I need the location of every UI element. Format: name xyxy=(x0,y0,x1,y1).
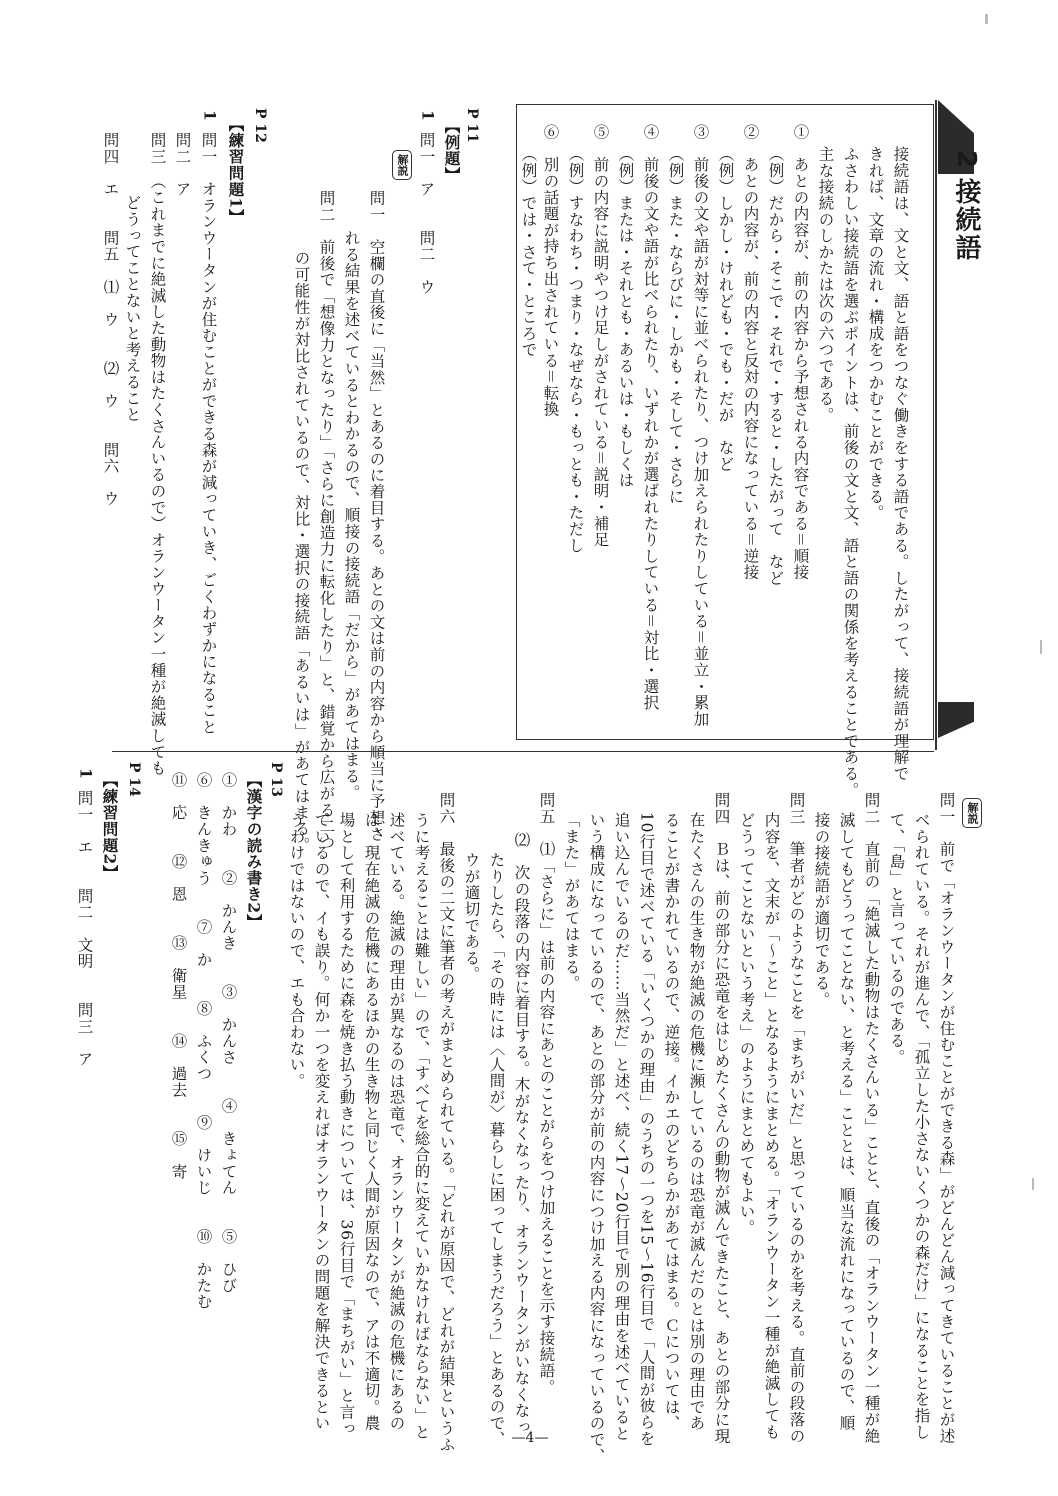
section-title-text: 接続語 xyxy=(951,178,981,263)
box-line-4: 主な接続のしかたは次の六つである。 xyxy=(816,146,835,424)
kaisetsu-line-13: 10行目で述べている「いくつかの理由」のうちの一つを15〜16行目で「人間が彼らを xyxy=(637,812,656,1447)
section-footer-bar xyxy=(938,702,974,738)
p11-explanation-3: 問二 前後で「想像力となったり」「さらに創造力に転化したり」と、錯覚から広がる二つ xyxy=(317,190,336,851)
box-line-2: きれば、文章の流れ・構成をつかむことができる。 xyxy=(866,146,885,521)
kaisetsu-line-16: 「また」があてはまる。 xyxy=(562,812,581,992)
p13-row-3: ⑪ 応 ⑫ 恩 ⑬ 衛星 ⑭ 過去 ⑮ 寄 xyxy=(169,772,188,1180)
box-line-3: ふさわしい接続語を選ぶポイントは、前後の文と文、語と語の関係を考えることである。 xyxy=(841,146,860,798)
p14-answers: 問一 エ 問二 文明 問三 ア xyxy=(75,790,94,1068)
lower-kaisetsu-badge: 解説 xyxy=(962,798,982,828)
page-number: —4— xyxy=(511,1430,549,1446)
kaisetsu-line-8: 内容を、文末が「〜こと」となるようにまとめる。「オランウータン一種が絶滅しても xyxy=(762,812,781,1440)
p11-explanation-4: の可能性が対比されているので、対比・選択の接続語「あるいは」があてはまる。 xyxy=(292,250,311,854)
p14-ref: P 14 xyxy=(126,762,142,797)
box-line-7: ② あとの内容が、前の内容と反対の内容になっている＝逆接 xyxy=(741,124,760,581)
kaisetsu-line-26: ているので、イも誤り。何か一つを変えればオランウータンの問題を解決できるとい xyxy=(312,812,331,1432)
box-line-6: （例）だから・そこで・それで・すると・したがって など xyxy=(766,146,785,587)
box-line-10: （例）また・ならびに・しかも・そして・さらに xyxy=(666,146,685,505)
box-line-1: 接続語は、文と文、語と語をつなぐ働きをする語である。したがって、接続語が理解で xyxy=(891,146,910,782)
kaisetsu-line-22: うに考えることは難しい」ので、「すべてを総合的に変えていかなければならない」と xyxy=(412,812,431,1440)
scan-speck xyxy=(985,14,988,24)
kaisetsu-line-27: うわけではないので、エも合わない。 xyxy=(287,812,306,1090)
kaisetsu-line-21: 問六 最後の二文に筆者の考えがまとめられている。「どれが原因で、どれが結果というふ xyxy=(437,792,456,1453)
kaisetsu-line-18: ⑵ 次の段落の内容に着目する。木がなくなったり、オランウータンがいなくなっ xyxy=(512,832,531,1436)
p13-label: 【漢字の読み書き2】 xyxy=(244,772,264,931)
section-title xyxy=(948,150,985,262)
kaisetsu-line-1: 問一 前で「オランウータンが住むことができる森」がどんどん減ってきていることが述 xyxy=(937,792,956,1444)
section-number: 2 xyxy=(951,150,981,171)
p12-answer-1: 問一 オランウータンが住むことができる森が減っていき、ごくわずかになること xyxy=(199,132,218,736)
box-line-11: ④ 前後の文や語が比べられたり、いずれかが選ばれたりしている＝対比・選択 xyxy=(641,124,660,711)
kaisetsu-line-7: 問三 筆者がどのようなことを「まちがいだ」と思っているのかを考える。直前の段落の xyxy=(787,792,806,1444)
p11-kaisetsu-badge: 解説 xyxy=(392,150,412,180)
p13-row-2: ⑥ きんきゅう ⑦ か ⑧ ふくつ ⑨ けいじ ⑩ かたむ xyxy=(194,772,213,1310)
p13-row-1: ① かわ ② かんき ③ かんさ ④ きょてん ⑤ ひび xyxy=(219,772,238,1294)
p12-number: 1 xyxy=(200,110,220,122)
p11-example-label: 【例題】 xyxy=(442,118,462,184)
kaisetsu-line-11: 在たくさんの生き物が絶滅の危機に瀕しているのは恐竜が滅んだのとは別の理由であ xyxy=(687,812,706,1432)
p12-label: 【練習問題1】 xyxy=(226,116,246,226)
box-line-12: （例）または・それとも・あるいは・もしくは xyxy=(616,146,635,489)
kaisetsu-line-17: 問五 ⑴「さらに」は前の内容にあとのことがらをつけ加えることを示す接続語。 xyxy=(537,792,556,1396)
box-line-8: （例）しかし・けれども・でも・だが など xyxy=(716,146,735,472)
kaisetsu-line-12: ることが書かれているので、逆接。イかエのどちらかがあてはまる。Ｃについては、 xyxy=(662,812,681,1432)
p11-explanation-1: 問一 空欄の直後に「当然」とあるのに着目する。あとの文は前の内容から順当に予想さ xyxy=(367,190,386,842)
scan-speck xyxy=(1040,640,1042,654)
kaisetsu-line-6: 接の接続語が適切である。 xyxy=(812,812,831,1008)
p12-answer-5: 問四 エ 問五 ⑴ ウ ⑵ ウ 問六 ウ xyxy=(101,132,120,507)
p11-explanation-2: れる結果を述べているとわかるので、順接の接続語「だから」があてはまる。 xyxy=(342,230,361,801)
p14-label: 【練習問題2】 xyxy=(100,772,120,882)
kaisetsu-line-20: ウが適切である。 xyxy=(462,852,481,983)
box-line-13: ⑤ 前の内容に説明やつけ足しがされている＝説明・補足 xyxy=(591,124,610,548)
scan-speck xyxy=(1032,1178,1034,1190)
kaisetsu-line-23: 述べている。絶滅の理由が異なるのは恐竜で、オランウータンが絶滅の危機にあるの xyxy=(387,812,406,1432)
kaisetsu-line-5: 滅してもどうってことない、と考える」こととは、順当な流れになっているので、順 xyxy=(837,812,856,1432)
kaisetsu-line-15: いう構成になっているので、あとの部分が前の内容につけ加える内容になっているので、 xyxy=(587,812,606,1464)
p14-number: 1 xyxy=(76,768,96,780)
box-line-16: （例）では・さて・ところで xyxy=(519,146,538,358)
kaisetsu-line-25: 場として利用するために森を焼き払う動きについては、36行目で「まちがい」と言っ xyxy=(337,812,356,1437)
box-line-9: ③ 前後の文や語が対等に並べられたり、つけ加えられたりしている＝並立・累加 xyxy=(691,124,710,728)
kaisetsu-line-2: べられている。それが進んで、「孤立した小さないくつかの森だけ」になることを指し xyxy=(912,812,931,1440)
kaisetsu-line-19: たりしたら、「その時には〈人間が〉暮らしに困ってしまうだろう」とあるので、 xyxy=(487,852,506,1448)
section-rule xyxy=(935,100,937,750)
box-line-5: ① あとの内容が、前の内容から予想される内容である＝順接 xyxy=(791,124,810,581)
kaisetsu-line-24: は、現在絶滅の危機にあるほかの生き物と同じく人間が原因なので、アは不適切。農 xyxy=(362,812,381,1432)
p12-answer-3: 問三 （これまでに絶滅した動物はたくさんいるので）オランウータン一種が絶滅しても xyxy=(148,132,167,777)
p12-ref: P 12 xyxy=(252,108,268,143)
kaisetsu-line-4: 問二 直前の「絶滅した動物はたくさんいる」ことと、直後の「オランウータン一種が絶 xyxy=(862,792,881,1444)
p11-ref: P 11 xyxy=(464,108,480,143)
p12-answer-4: どうってことないと考えること xyxy=(123,162,142,423)
middle-divider xyxy=(112,751,934,752)
p11-answers: 問一 ア 問二 ウ xyxy=(417,132,436,295)
kaisetsu-line-10: 問四 Ｂは、前の部分に恐竜をはじめたくさんの動物が滅んできたこと、あとの部分に現 xyxy=(712,792,731,1444)
p13-ref: P 13 xyxy=(268,762,284,797)
p12-answer-2: 問二 ア xyxy=(173,132,192,198)
p11-number: 1 xyxy=(418,110,438,122)
kaisetsu-line-9: どうってことないという考え」のようにまとめてもよい。 xyxy=(737,812,756,1236)
box-line-15: ⑥ 別の話題が持ち出されている＝転換 xyxy=(541,124,560,418)
kaisetsu-line-14: 追い込んでいるのだ……当然だ」と述べ、続く17〜20行目で別の理由を述べていると xyxy=(612,812,631,1442)
kaisetsu-line-3: て、「島」と言っているのである。 xyxy=(887,812,906,1066)
box-line-14: （例）すなわち・つまり・なぜなら・もっとも・ただし xyxy=(566,146,585,554)
